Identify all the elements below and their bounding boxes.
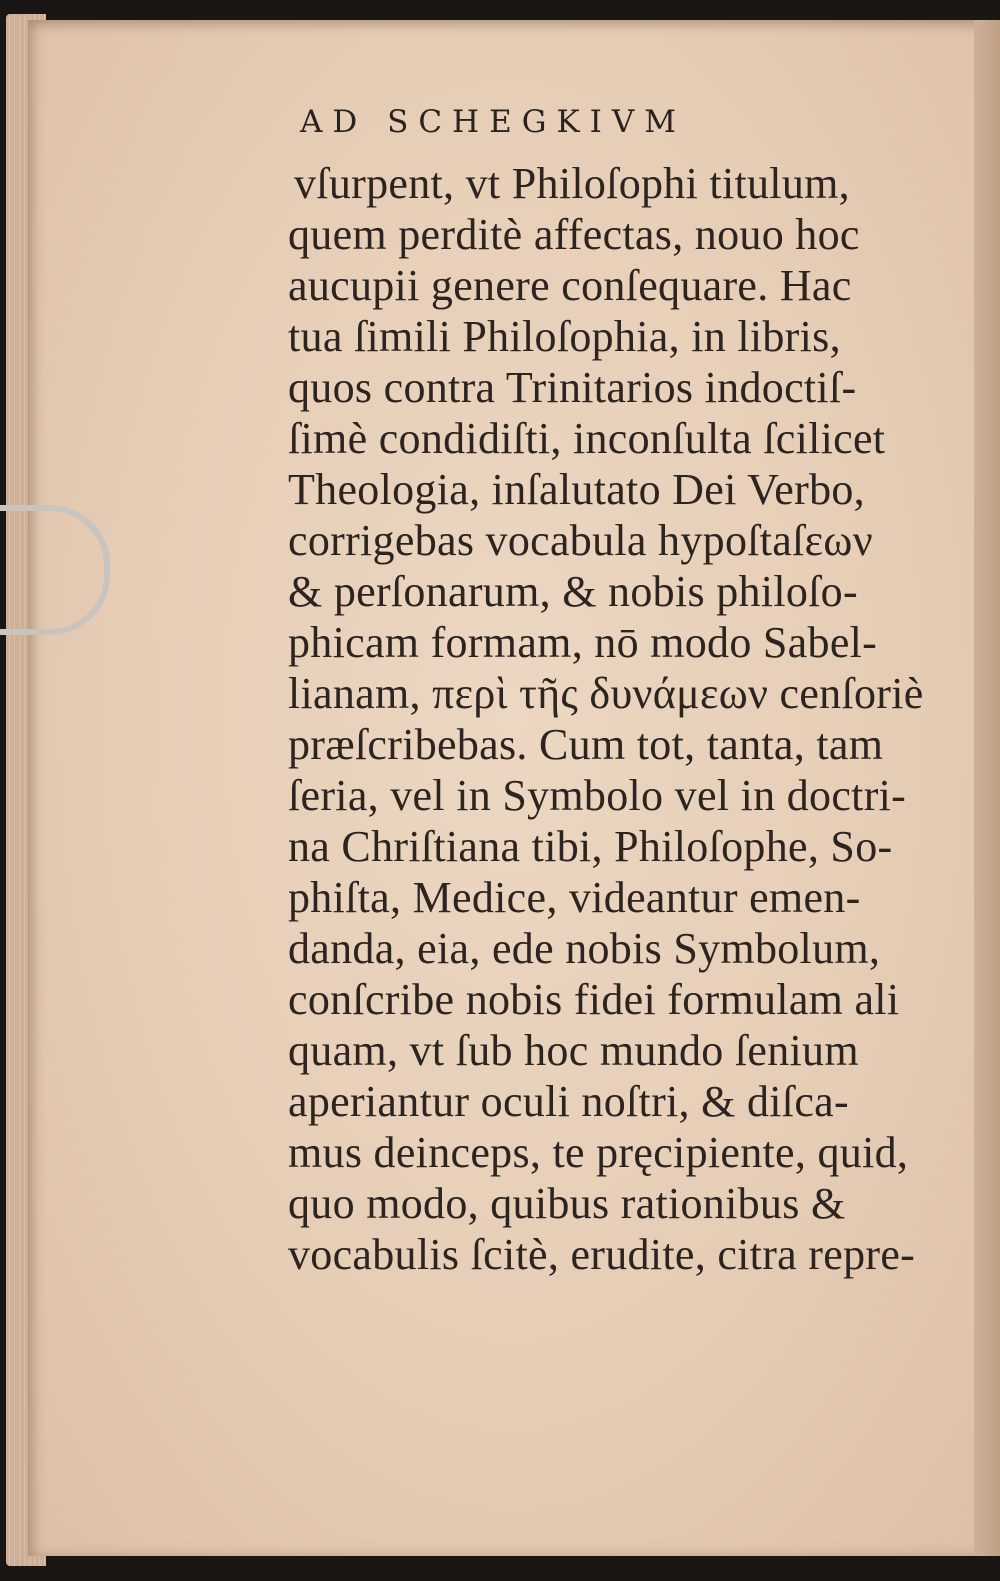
text-line: aperiantur oculi noſtri, & diſca- [288, 1077, 849, 1126]
text-line: ſimè condidiſti, inconſulta ſcilicet [288, 414, 886, 463]
text-line: Theologia, inſalutato Dei Verbo, [288, 465, 865, 514]
text-line: conſcribe nobis fidei formulam ali [288, 975, 900, 1024]
text-line: na Chriſtiana tibi, Philoſophe, So- [288, 822, 893, 871]
body-text [288, 158, 938, 1280]
text-line: lianam, περὶ τῆς δυνάμεων cenſoriè [288, 669, 924, 718]
running-header: AD SCHEGKIVM [300, 104, 687, 140]
text-line: quem perditè affectas, nouo hoc [288, 210, 860, 259]
text-line: præſcribebas. Cum tot, tanta, tam [288, 720, 884, 769]
text-line: & perſonarum, & nobis philoſo- [288, 567, 858, 616]
text-line: vſurpent, vt Philoſophi titulum, [294, 159, 850, 208]
text-line: vocabulis ſcitè, erudite, citra repre- [288, 1230, 916, 1279]
text-line: quo modo, quibus rationibus & [288, 1179, 846, 1228]
text-line: corrigebas vocabula hypoſtaſεων [288, 516, 873, 565]
text-line: ſeria, vel in Symbolo vel in doctri- [288, 771, 907, 820]
text-line: quam, vt ſub hoc mundo ſenium [288, 1026, 859, 1075]
book-right-edge [974, 20, 1000, 1556]
text-line: danda, eia, ede nobis Symbolum, [288, 924, 881, 973]
text-line: tua ſimili Philoſophia, in libris, [288, 312, 841, 361]
text-line: phiſta, Medice, videantur emen- [288, 873, 861, 922]
text-line: quos contra Trinitarios indoctiſ- [288, 363, 857, 412]
text-line: aucupii genere conſequare. Hac [288, 261, 852, 310]
paper-clip-icon [0, 505, 110, 635]
text-line: phicam formam, nō modo Sabel- [288, 618, 878, 667]
text-line: mus deinceps, te pręcipiente, quid, [288, 1128, 909, 1177]
